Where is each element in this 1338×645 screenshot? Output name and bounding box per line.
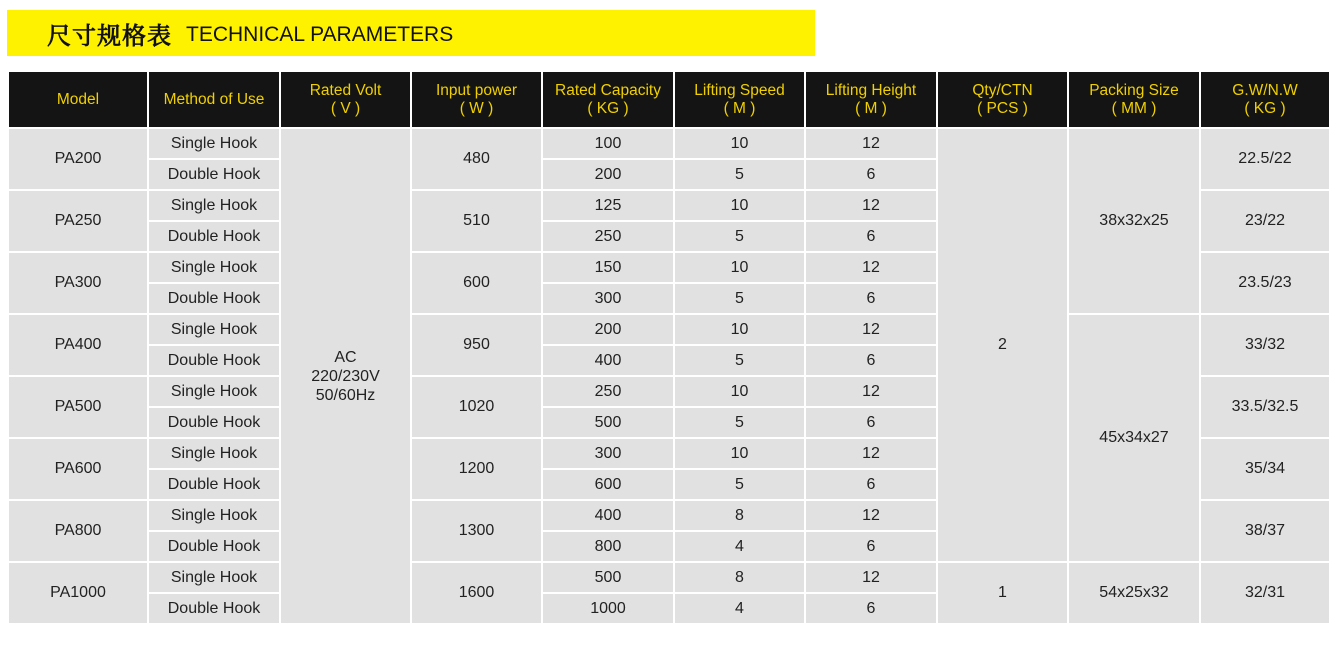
packing-size-cell: 54x25x32 xyxy=(1068,562,1200,624)
model-cell: PA200 xyxy=(8,128,148,190)
weight-cell: 22.5/22 xyxy=(1200,128,1330,190)
rated-volt-cell: AC 220/230V 50/60Hz xyxy=(280,128,411,624)
header-cell: Rated Capacity ( KG ) xyxy=(542,71,674,128)
capacity-cell: 125 xyxy=(542,190,674,221)
header-cell: Method of Use xyxy=(148,71,280,128)
method-cell: Single Hook xyxy=(148,190,280,221)
method-cell: Double Hook xyxy=(148,593,280,624)
model-cell: PA250 xyxy=(8,190,148,252)
speed-cell: 5 xyxy=(674,283,805,314)
header-cell: Lifting Height ( M ) xyxy=(805,71,937,128)
height-cell: 6 xyxy=(805,593,937,624)
height-cell: 12 xyxy=(805,376,937,407)
qty-ctn-cell: 1 xyxy=(937,562,1068,624)
input-power-cell: 950 xyxy=(411,314,542,376)
model-cell: PA1000 xyxy=(8,562,148,624)
capacity-cell: 1000 xyxy=(542,593,674,624)
packing-size-cell: 45x34x27 xyxy=(1068,314,1200,562)
method-cell: Single Hook xyxy=(148,314,280,345)
input-power-cell: 1020 xyxy=(411,376,542,438)
method-cell: Double Hook xyxy=(148,469,280,500)
capacity-cell: 150 xyxy=(542,252,674,283)
speed-cell: 4 xyxy=(674,593,805,624)
method-cell: Double Hook xyxy=(148,407,280,438)
capacity-cell: 300 xyxy=(542,438,674,469)
header-cell: G.W/N.W ( KG ) xyxy=(1200,71,1330,128)
input-power-cell: 1600 xyxy=(411,562,542,624)
capacity-cell: 300 xyxy=(542,283,674,314)
method-cell: Single Hook xyxy=(148,376,280,407)
header-cell: Packing Size ( MM ) xyxy=(1068,71,1200,128)
speed-cell: 10 xyxy=(674,252,805,283)
speed-cell: 5 xyxy=(674,159,805,190)
height-cell: 12 xyxy=(805,500,937,531)
method-cell: Single Hook xyxy=(148,128,280,159)
speed-cell: 10 xyxy=(674,376,805,407)
table-row xyxy=(8,562,1330,593)
height-cell: 6 xyxy=(805,159,937,190)
header-cell: Lifting Speed ( M ) xyxy=(674,71,805,128)
input-power-cell: 510 xyxy=(411,190,542,252)
header-row xyxy=(8,71,1330,128)
height-cell: 12 xyxy=(805,190,937,221)
capacity-cell: 800 xyxy=(542,531,674,562)
technical-parameters-table xyxy=(7,70,1331,625)
capacity-cell: 100 xyxy=(542,128,674,159)
method-cell: Single Hook xyxy=(148,562,280,593)
speed-cell: 5 xyxy=(674,345,805,376)
speed-cell: 10 xyxy=(674,438,805,469)
height-cell: 6 xyxy=(805,283,937,314)
model-cell: PA800 xyxy=(8,500,148,562)
header-cell: Qty/CTN ( PCS ) xyxy=(937,71,1068,128)
method-cell: Single Hook xyxy=(148,252,280,283)
speed-cell: 8 xyxy=(674,500,805,531)
weight-cell: 33.5/32.5 xyxy=(1200,376,1330,438)
table-row xyxy=(8,314,1330,345)
capacity-cell: 400 xyxy=(542,345,674,376)
weight-cell: 33/32 xyxy=(1200,314,1330,376)
height-cell: 6 xyxy=(805,531,937,562)
header-cell: Model xyxy=(8,71,148,128)
speed-cell: 4 xyxy=(674,531,805,562)
title-banner xyxy=(7,10,815,56)
packing-size-cell: 38x32x25 xyxy=(1068,128,1200,314)
speed-cell: 5 xyxy=(674,469,805,500)
header-cell: Rated Volt ( V ) xyxy=(280,71,411,128)
height-cell: 12 xyxy=(805,252,937,283)
model-cell: PA300 xyxy=(8,252,148,314)
capacity-cell: 500 xyxy=(542,407,674,438)
height-cell: 6 xyxy=(805,221,937,252)
height-cell: 6 xyxy=(805,407,937,438)
weight-cell: 38/37 xyxy=(1200,500,1330,562)
capacity-cell: 400 xyxy=(542,500,674,531)
weight-cell: 23/22 xyxy=(1200,190,1330,252)
model-cell: PA600 xyxy=(8,438,148,500)
method-cell: Double Hook xyxy=(148,345,280,376)
weight-cell: 32/31 xyxy=(1200,562,1330,624)
weight-cell: 35/34 xyxy=(1200,438,1330,500)
input-power-cell: 480 xyxy=(411,128,542,190)
height-cell: 6 xyxy=(805,469,937,500)
height-cell: 12 xyxy=(805,562,937,593)
height-cell: 12 xyxy=(805,128,937,159)
capacity-cell: 200 xyxy=(542,159,674,190)
input-power-cell: 1200 xyxy=(411,438,542,500)
capacity-cell: 250 xyxy=(542,376,674,407)
title-english: TECHNICAL PARAMETERS xyxy=(186,23,454,46)
model-cell: PA400 xyxy=(8,314,148,376)
method-cell: Single Hook xyxy=(148,438,280,469)
qty-ctn-cell: 2 xyxy=(937,128,1068,562)
capacity-cell: 600 xyxy=(542,469,674,500)
speed-cell: 10 xyxy=(674,190,805,221)
model-cell: PA500 xyxy=(8,376,148,438)
input-power-cell: 1300 xyxy=(411,500,542,562)
input-power-cell: 600 xyxy=(411,252,542,314)
capacity-cell: 500 xyxy=(542,562,674,593)
speed-cell: 10 xyxy=(674,128,805,159)
title-chinese: 尺寸规格表 xyxy=(47,21,172,50)
weight-cell: 23.5/23 xyxy=(1200,252,1330,314)
speed-cell: 5 xyxy=(674,407,805,438)
header-cell: Input power ( W ) xyxy=(411,71,542,128)
speed-cell: 10 xyxy=(674,314,805,345)
table-row xyxy=(8,128,1330,159)
height-cell: 12 xyxy=(805,438,937,469)
method-cell: Double Hook xyxy=(148,283,280,314)
method-cell: Double Hook xyxy=(148,159,280,190)
height-cell: 12 xyxy=(805,314,937,345)
method-cell: Double Hook xyxy=(148,531,280,562)
speed-cell: 5 xyxy=(674,221,805,252)
capacity-cell: 200 xyxy=(542,314,674,345)
method-cell: Double Hook xyxy=(148,221,280,252)
height-cell: 6 xyxy=(805,345,937,376)
speed-cell: 8 xyxy=(674,562,805,593)
capacity-cell: 250 xyxy=(542,221,674,252)
method-cell: Single Hook xyxy=(148,500,280,531)
